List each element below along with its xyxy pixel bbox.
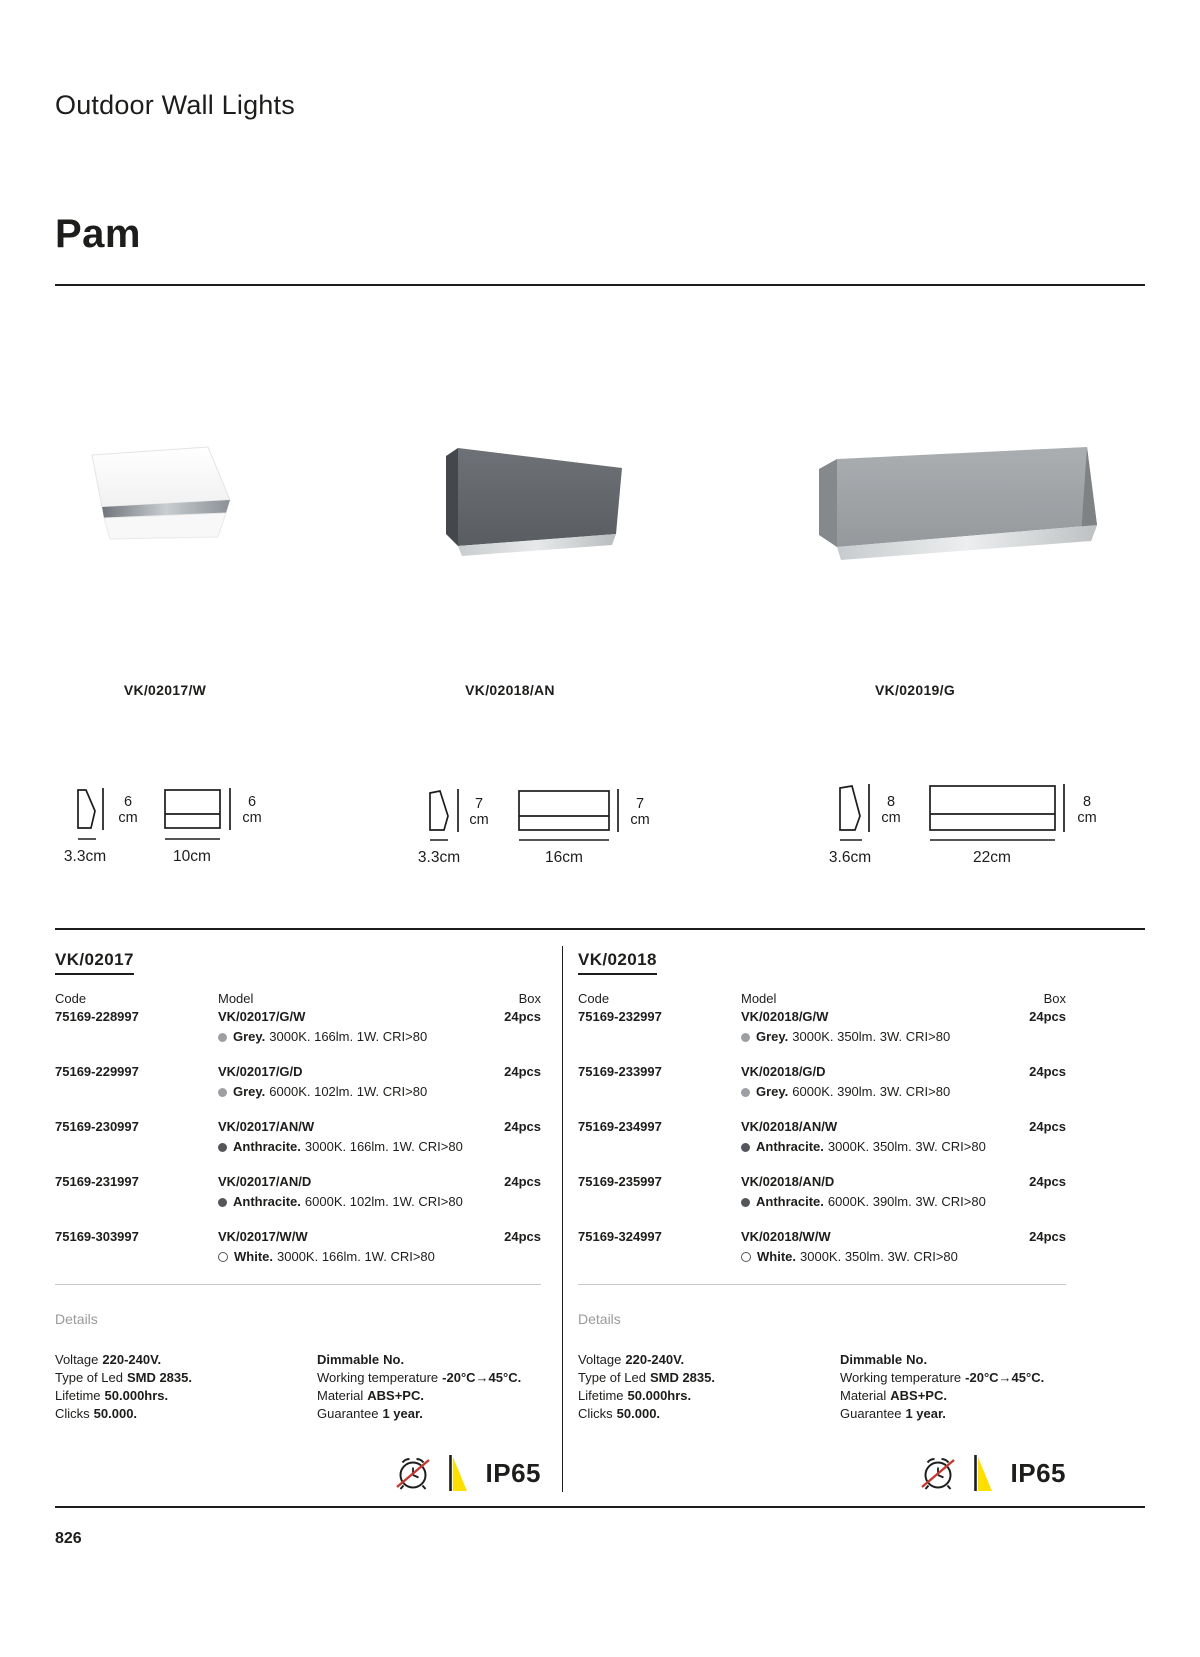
detail-line: Clicks 50.000.: [578, 1406, 661, 1421]
color-name: Grey.: [756, 1029, 789, 1044]
detail-line: Guarantee 1 year.: [840, 1406, 946, 1421]
color-swatch-anthracite: [218, 1198, 227, 1207]
table-row: [55, 1119, 541, 1155]
table-row: [55, 1229, 541, 1265]
box-qty: 24pcs: [1029, 1119, 1066, 1134]
model-specs: 3000K. 166lm. 1W. CRI>80: [277, 1249, 435, 1264]
product-model-label: VK/02017/W: [123, 682, 207, 698]
svg-text:cm: cm: [469, 812, 489, 828]
no-timer-icon: [394, 1454, 432, 1492]
color-swatch-grey: [218, 1088, 227, 1097]
color-swatch-white: [218, 1252, 228, 1262]
col-header-box: Box: [1043, 991, 1066, 1006]
box-qty: 24pcs: [504, 1009, 541, 1024]
section-vk02017: [55, 944, 541, 1493]
category-heading: Outdoor Wall Lights: [55, 90, 295, 120]
details-separator: [578, 1284, 1066, 1285]
product-photo-vk02019g: [815, 443, 1105, 575]
product-model-label: VK/02018/AN: [465, 682, 555, 698]
page-number: 826: [55, 1530, 82, 1547]
svg-text:3.6cm: 3.6cm: [828, 849, 872, 866]
color-swatch-grey: [741, 1033, 750, 1042]
product-photo-vk02018an: [440, 442, 630, 572]
dimension-diagram-vk02018: [415, 776, 715, 868]
model-name: VK/02017/G/D: [218, 1064, 303, 1079]
col-header-model: Model: [741, 991, 777, 1006]
product-model-label: VK/02019/G: [874, 682, 956, 698]
color-swatch-anthracite: [218, 1143, 227, 1152]
model-specs: 3000K. 350lm. 3W. CRI>80: [792, 1029, 951, 1044]
detail-line: Material ABS+PC.: [317, 1388, 424, 1403]
svg-text:cm: cm: [1077, 810, 1097, 826]
product-code: 75169-231997: [55, 1174, 139, 1189]
color-name: Grey.: [233, 1029, 266, 1044]
col-header-box: Box: [518, 991, 541, 1006]
table-row: [578, 1174, 1066, 1210]
model-name: VK/02018/AN/D: [741, 1174, 835, 1189]
fixture-body: [458, 448, 622, 546]
product-code: 75169-229997: [55, 1064, 139, 1079]
model-specs: 3000K. 350lm. 3W. CRI>80: [827, 1139, 986, 1154]
product-code: 75169-234997: [578, 1119, 662, 1134]
side-profile-shape: [430, 791, 448, 830]
box-qty: 24pcs: [504, 1064, 541, 1079]
details-separator: [55, 1284, 541, 1285]
fixture-side: [446, 448, 458, 546]
box-qty: 24pcs: [1029, 1064, 1066, 1079]
product-code: 75169-228997: [55, 1009, 139, 1024]
model-name: VK/02017/W/W: [218, 1229, 308, 1244]
table-row: [578, 1119, 1066, 1155]
model-name: VK/02018/W/W: [741, 1229, 831, 1244]
ip-rating: IP65: [1010, 1457, 1066, 1488]
model-specs: 3000K. 166lm. 1W. CRI>80: [269, 1029, 428, 1044]
model-specs: 3000K. 166lm. 1W. CRI>80: [304, 1139, 463, 1154]
model-name: VK/02018/G/W: [741, 1009, 829, 1024]
svg-text:6: 6: [247, 794, 257, 810]
dimension-diagram-vk02017: [58, 776, 328, 868]
model-name: VK/02017/AN/W: [218, 1119, 315, 1134]
side-profile-shape: [840, 786, 860, 830]
no-timer-icon: [919, 1454, 957, 1492]
table-row: [578, 1064, 1066, 1100]
section-title: VK/02018: [578, 950, 657, 975]
box-qty: 24pcs: [1029, 1229, 1066, 1244]
details-label: Details: [578, 1311, 621, 1327]
detail-line: Voltage 220-240V.: [578, 1352, 685, 1367]
detail-line: Guarantee 1 year.: [317, 1406, 423, 1421]
box-qty: 24pcs: [504, 1174, 541, 1189]
detail-line: Working temperature -20°C→45°C.: [840, 1370, 1045, 1385]
detail-line: Dimmable No.: [317, 1352, 405, 1367]
model-name: VK/02018/AN/W: [741, 1119, 838, 1134]
svg-text:8: 8: [1082, 794, 1092, 810]
details-grid: [55, 1351, 541, 1423]
color-swatch-grey: [218, 1033, 227, 1042]
product-code: 75169-303997: [55, 1229, 139, 1244]
table-row: [578, 1009, 1066, 1045]
color-swatch-anthracite: [741, 1143, 750, 1152]
svg-text:cm: cm: [630, 812, 650, 828]
detail-line: Working temperature -20°C→45°C.: [317, 1370, 522, 1385]
product-code: 75169-324997: [578, 1229, 662, 1244]
table-row: [578, 1229, 1066, 1265]
color-name: Anthracite.: [756, 1194, 824, 1209]
feature-icons-row: [578, 1453, 1066, 1493]
svg-text:cm: cm: [118, 810, 138, 826]
color-name: Grey.: [233, 1084, 266, 1099]
svg-text:6: 6: [123, 794, 133, 810]
detail-line: Material ABS+PC.: [840, 1388, 947, 1403]
box-qty: 24pcs: [504, 1229, 541, 1244]
color-swatch-grey: [741, 1088, 750, 1097]
bottom-rule: [55, 1506, 1145, 1508]
side-profile-shape: [78, 790, 95, 828]
model-specs: 6000K. 390lm. 3W. CRI>80: [792, 1084, 951, 1099]
details-label: Details: [55, 1311, 98, 1327]
detail-line: Lifetime 50.000hrs.: [55, 1388, 169, 1403]
svg-text:cm: cm: [881, 810, 901, 826]
front-view-shape: [930, 786, 1055, 830]
svg-text:10cm: 10cm: [173, 848, 211, 865]
model-name: VK/02017/G/W: [218, 1009, 306, 1024]
col-header-code: Code: [578, 991, 610, 1006]
table-header-row: [578, 991, 1066, 1006]
detail-line: Voltage 220-240V.: [55, 1352, 162, 1367]
svg-text:3.3cm: 3.3cm: [63, 848, 107, 865]
color-swatch-white: [741, 1252, 751, 1262]
color-name: Grey.: [756, 1084, 789, 1099]
section-title: VK/02017: [55, 950, 134, 975]
section-vk02018: [578, 944, 1066, 1493]
model-specs: 3000K. 350lm. 3W. CRI>80: [800, 1249, 958, 1264]
detail-line: Dimmable No.: [840, 1352, 928, 1367]
table-row: [55, 1174, 541, 1210]
model-specs: 6000K. 102lm. 1W. CRI>80: [269, 1084, 428, 1099]
model-name: VK/02017/AN/D: [218, 1174, 312, 1189]
box-qty: 24pcs: [504, 1119, 541, 1134]
box-qty: 24pcs: [1029, 1174, 1066, 1189]
table-header-row: [55, 991, 541, 1006]
feature-icons-row: [55, 1453, 541, 1493]
svg-text:22cm: 22cm: [973, 849, 1011, 866]
color-name: Anthracite.: [233, 1194, 301, 1209]
svg-text:16cm: 16cm: [545, 849, 583, 866]
product-code: 75169-230997: [55, 1119, 139, 1134]
color-swatch-anthracite: [741, 1198, 750, 1207]
svg-text:8: 8: [886, 794, 896, 810]
color-name: White.: [757, 1249, 796, 1264]
box-qty: 24pcs: [1029, 1009, 1066, 1024]
table-row: [55, 1009, 541, 1045]
detail-line: Clicks 50.000.: [55, 1406, 138, 1421]
front-view-shape: [165, 790, 220, 828]
svg-text:7: 7: [635, 796, 645, 812]
wall-beam-icon: [448, 1454, 470, 1492]
dimension-diagram-vk02019: [825, 776, 1155, 871]
detail-line: Lifetime 50.000hrs.: [578, 1388, 692, 1403]
svg-text:cm: cm: [242, 810, 262, 826]
detail-line: Type of Led SMD 2835.: [55, 1370, 192, 1385]
table-row: [55, 1064, 541, 1100]
section-divider: [562, 946, 563, 1492]
product-code: 75169-235997: [578, 1174, 662, 1189]
fixture-body: [92, 447, 230, 507]
front-view-shape: [519, 791, 609, 830]
fixture-diffuser: [104, 513, 226, 539]
svg-text:3.3cm: 3.3cm: [417, 849, 461, 866]
tables-top-rule: [55, 928, 1145, 930]
color-name: Anthracite.: [233, 1139, 301, 1154]
fixture-side: [819, 459, 837, 547]
color-name: White.: [234, 1249, 273, 1264]
svg-text:7: 7: [474, 796, 484, 812]
model-name: VK/02018/G/D: [741, 1064, 826, 1079]
ip-rating: IP65: [485, 1457, 541, 1488]
product-code: 75169-232997: [578, 1009, 662, 1024]
product-code: 75169-233997: [578, 1064, 662, 1079]
detail-line: Type of Led SMD 2835.: [578, 1370, 715, 1385]
wall-beam-icon: [973, 1454, 995, 1492]
title-rule: [55, 284, 1145, 286]
product-photo-vk02017w: [80, 445, 250, 565]
col-header-code: Code: [55, 991, 87, 1006]
model-specs: 6000K. 102lm. 1W. CRI>80: [304, 1194, 463, 1209]
model-specs: 6000K. 390lm. 3W. CRI>80: [827, 1194, 986, 1209]
page-title: Pam: [55, 212, 141, 256]
color-name: Anthracite.: [756, 1139, 824, 1154]
col-header-model: Model: [218, 991, 254, 1006]
details-grid: [578, 1351, 1066, 1423]
